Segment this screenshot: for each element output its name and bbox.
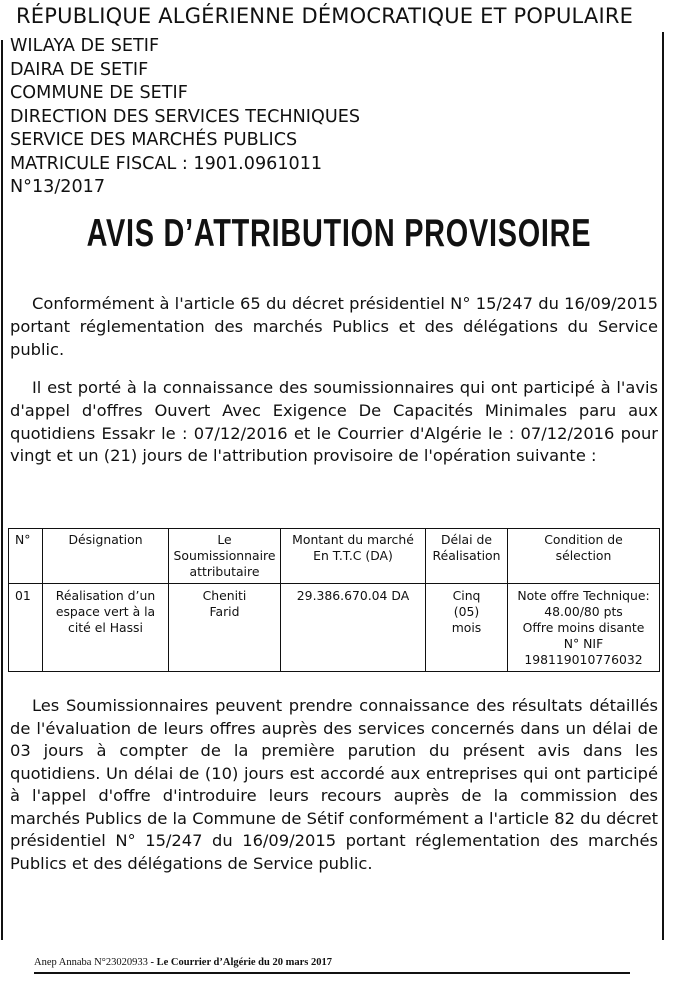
cell-line: Cinq <box>452 588 481 603</box>
notice-title: AVIS D’ATTRIBUTION PROVISOIRE <box>86 212 592 255</box>
cell-line: Réalisation <box>432 548 501 563</box>
header-cell-amount <box>281 529 426 584</box>
cell-bidder <box>169 584 281 672</box>
fiscal-id-line: MATRICULE FISCAL : 1901.0961011 <box>10 153 323 174</box>
cell-line: N° NIF <box>563 636 604 651</box>
cell-line: Délai de <box>440 532 493 547</box>
cell-line: 48.00/80 pts <box>544 604 623 619</box>
cell-line: Condition de <box>544 532 623 547</box>
cell-line: Note offre Technique: <box>517 588 650 603</box>
cell-line: 198119010776032 <box>524 652 643 667</box>
header-cell-number <box>9 529 43 584</box>
cell-line: cité el Hassi <box>68 620 143 635</box>
wilaya-line: WILAYA DE SETIF <box>10 36 160 56</box>
cell-line: Le <box>217 532 232 547</box>
cell-line: (05) <box>453 604 480 619</box>
cell-line: Montant du marché <box>292 532 414 547</box>
notice-paragraph: Il est porté à la connaissance des soumissionnaires qui ont participé à l'avis d'appel d'offres Ouvert Avec Exigence De Capacités Minimales paru aux quotidiens Essakr le : 07/12/2016 et le Courrier d'Algérie le : 07/12/2016 pour vingt et un (21) jours de l'attribution provisoire de l'opération suivante : <box>10 378 658 466</box>
cell-line: mois <box>451 620 482 635</box>
notice-number-line: N°13/2017 <box>10 177 106 197</box>
country-heading: RÉPUBLIQUE ALGÉRIENNE DÉMOCRATIQUE ET POPULAIRE <box>16 4 634 28</box>
cell-line: Désignation <box>68 532 143 547</box>
table-row <box>9 584 660 672</box>
cell-line: En T.T.C (DA) <box>313 548 393 563</box>
cell-line: N° <box>15 532 31 547</box>
cell-line: espace vert à la <box>55 604 156 619</box>
cell-number <box>9 584 43 672</box>
publication-footer <box>34 957 630 974</box>
service-line: SERVICE DES MARCHÉS PUBLICS <box>10 130 298 150</box>
direction-line: DIRECTION DES SERVICES TECHNIQUES <box>10 106 360 127</box>
publication-line: - Le Courrier d’Algérie du 20 mars 2017 <box>150 957 332 968</box>
header-cell-bidder <box>169 529 281 584</box>
award-table <box>8 528 660 672</box>
cell-designation <box>43 584 169 672</box>
cell-line: 29.386.670.04 DA <box>296 588 410 603</box>
right-border-rule <box>662 32 664 940</box>
header-cell-designation <box>43 529 169 584</box>
cell-line: Soumissionnaire <box>173 548 276 563</box>
issuer-block <box>10 35 360 200</box>
daira-line: DAIRA DE SETIF <box>10 59 149 80</box>
header-cell-delay <box>426 529 508 584</box>
cell-delay <box>426 584 508 672</box>
left-border-rule <box>1 40 3 940</box>
cell-line: Réalisation d’un <box>55 588 156 603</box>
header-cell-condition <box>508 529 660 584</box>
cell-condition <box>508 584 660 672</box>
intro-paragraph: Conformément à l'article 65 du décret présidentiel N° 15/247 du 16/09/2015 portant réglementation des marchés Publics et des délégations du Service public. <box>10 294 658 359</box>
cell-line: sélection <box>555 548 612 563</box>
cell-line: Offre moins disante <box>522 620 645 635</box>
cell-line: attributaire <box>189 564 260 579</box>
cell-line: Farid <box>209 604 240 619</box>
table-header-row <box>9 529 660 584</box>
closing-paragraph: Les Soumissionnaires peuvent prendre connaissance des résultats détaillés de l'évaluation de leurs offres auprès des services concernés dans un délai de 03 jours à compter de la première parution du présent avis dans les quotidiens. Un délai de (10) jours est accordé aux entreprises qui ont participé à l'appel d'offre d'introduire leurs recours auprès de la commission des marchés Publics de la Commune de Sétif conformément a l'article 82 du décret présidentiel N° 15/247 du 16/09/2015 portant réglementation des marchés Publics et des délégations de Service public. <box>10 696 658 873</box>
cell-line: Cheniti <box>202 588 247 603</box>
cell-amount <box>281 584 426 672</box>
commune-line: COMMUNE DE SETIF <box>10 83 188 103</box>
anep-reference: Anep Annaba N°23020933 <box>34 957 148 968</box>
cell-line: 01 <box>15 588 31 603</box>
